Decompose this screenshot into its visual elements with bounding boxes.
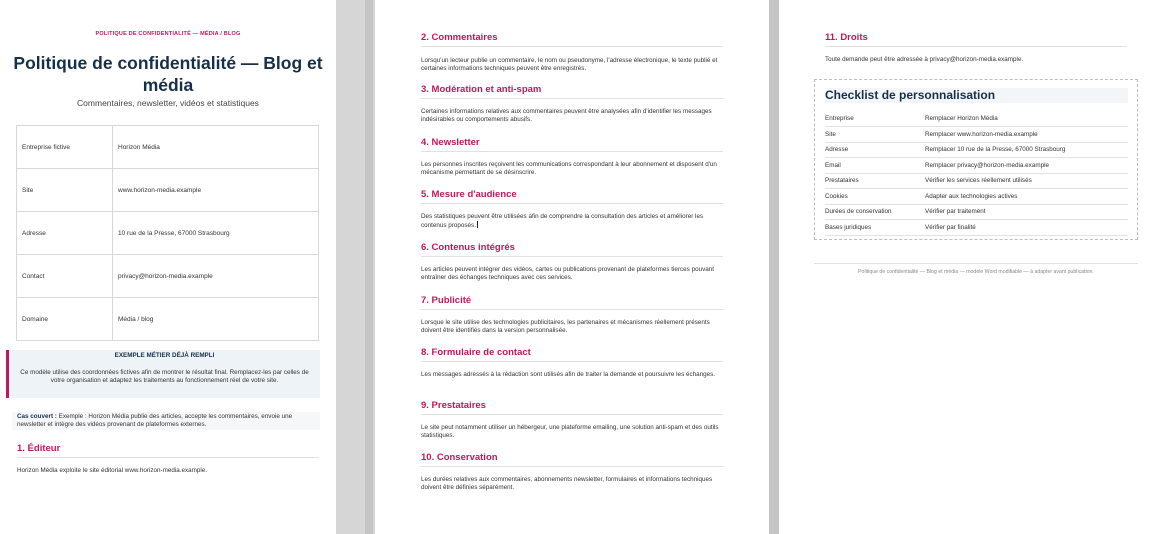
section-text[interactable]: Lorsque le site utilise des technologies publicitaires, les partenaires et mécanismes réellement présents doivent être identifiés dans la version personnalisée.	[421, 319, 710, 334]
page-footer: Politique de confidentialité — Blog et média — modèle Word modifiable — à adapter avant publication.	[814, 263, 1138, 275]
table-cell[interactable]: Adapter aux technologies actives	[925, 189, 1128, 205]
section-heading[interactable]: 4. Newsletter	[421, 137, 723, 152]
table-cell[interactable]: Email	[825, 158, 925, 174]
table-cell[interactable]: Média / blog	[113, 298, 319, 341]
document-page-3	[779, 0, 1167, 534]
table-cell[interactable]: www.horizon-media.example	[113, 169, 319, 212]
table-cell[interactable]: Bases juridiques	[825, 220, 925, 236]
table-cell[interactable]: Horizon Média	[113, 126, 319, 169]
company-info-table	[16, 125, 319, 341]
table-cell[interactable]: 10 rue de la Presse, 67000 Strasbourg	[113, 212, 319, 255]
table-cell[interactable]: Adresse	[17, 212, 113, 255]
table-cell[interactable]: Remplacer 10 rue de la Presse, 67000 Strasbourg	[925, 142, 1128, 158]
section-text[interactable]: Horizon Média exploite le site éditorial www.horizon-media.example.	[17, 467, 208, 474]
callout-title: EXEMPLE MÉTIER DÉJÀ REMPLI	[114, 352, 215, 359]
table-cell[interactable]: Remplacer privacy@horizon-media.example	[925, 158, 1128, 174]
table-cell[interactable]: Entreprise fictive	[17, 126, 113, 169]
section-heading[interactable]: 2. Commentaires	[421, 32, 723, 47]
table-row	[825, 204, 1128, 220]
section-heading[interactable]: 11. Droits	[825, 32, 1127, 47]
customization-checklist[interactable]	[814, 79, 1138, 240]
table-row	[825, 189, 1128, 205]
section-text[interactable]: Le site peut notamment utiliser un hébergeur, une plateforme emailing, une solution anti-spam et des outils statistiques.	[421, 424, 719, 439]
table-cell[interactable]: Entreprise	[825, 111, 925, 127]
running-header: POLITIQUE DE CONFIDENTIALITÉ — MÉDIA / BLOG	[95, 31, 241, 37]
example-callout[interactable]	[6, 350, 320, 398]
document-page-2	[375, 0, 769, 534]
document-page-1	[0, 0, 336, 534]
table-cell[interactable]: Cookies	[825, 189, 925, 205]
table-row	[17, 298, 319, 341]
table-row	[17, 169, 319, 212]
section-heading[interactable]: 3. Modération et anti-spam	[421, 84, 723, 99]
callout-text: Ce modèle utilise des coordonnées fictives afin de montrer le résultat final. Remplacez-les par celles de votre organisation et adaptez les traitements au fonctionnement réel de votre site.	[20, 369, 309, 384]
table-cell[interactable]: Vérifier par finalité	[925, 220, 1128, 236]
section-text-content: Des statistiques peuvent être utilisées afin de comprendre la consultation des articles et améliorer les contenus proposés.	[421, 213, 704, 229]
section-heading[interactable]: 9. Prestataires	[421, 400, 723, 415]
table-row	[825, 111, 1128, 127]
section-heading[interactable]: 6. Contenus intégrés	[421, 242, 723, 257]
section-text[interactable]: Lorsqu'un lecteur publie un commentaire, le nom ou pseudonyme, l'adresse électronique, le texte publié et certaines informations techniques peuvent être enregistrés.	[421, 57, 718, 72]
case-label: Cas couvert :	[17, 413, 57, 420]
page-gap	[365, 0, 373, 534]
text-cursor	[477, 221, 478, 228]
section-heading[interactable]: 7. Publicité	[421, 295, 723, 310]
table-row	[17, 126, 319, 169]
table-row	[17, 212, 319, 255]
page-gap	[769, 0, 779, 534]
section-heading[interactable]: 8. Formulaire de contact	[421, 347, 723, 362]
section-heading[interactable]: 5. Mesure d'audience	[421, 189, 723, 204]
table-cell[interactable]: Remplacer Horizon Média	[925, 111, 1128, 127]
table-row	[17, 255, 319, 298]
case-box[interactable]	[12, 412, 320, 430]
section-text[interactable]: Les personnes inscrites reçoivent les communications correspondant à leur abonnement et disposent d'un mécanisme permettant de se désinscrire.	[421, 161, 717, 176]
table-cell[interactable]: Adresse	[825, 142, 925, 158]
table-cell[interactable]: Domaine	[17, 298, 113, 341]
section-text[interactable]: Les articles peuvent intégrer des vidéos, cartes ou publications provenant de plateformes tierces pouvant entraîner des échanges techniques avec ces services.	[421, 266, 714, 281]
table-row	[825, 173, 1128, 189]
checklist-table	[825, 111, 1128, 236]
section-heading[interactable]: 10. Conservation	[421, 452, 723, 467]
table-row	[825, 127, 1128, 143]
table-row	[825, 142, 1128, 158]
table-cell[interactable]: Vérifier par traitement	[925, 204, 1128, 220]
document-subtitle[interactable]: Commentaires, newsletter, vidéos et statistiques	[77, 98, 259, 108]
section-text[interactable]: Les durées relatives aux commentaires, abonnements newsletter, formulaires et informations techniques doivent être définies séparément.	[421, 476, 713, 491]
section-text[interactable]: Les messages adressés à la rédaction sont utilisés afin de traiter la demande et poursuivre les échanges.	[421, 371, 716, 378]
table-row	[825, 158, 1128, 174]
table-cell[interactable]: privacy@horizon-media.example	[113, 255, 319, 298]
checklist-title: Checklist de personnalisation	[825, 88, 1128, 103]
section-text[interactable]: Toute demande peut être adressée à privacy@horizon-media.example.	[825, 56, 1024, 63]
document-title[interactable]: Politique de confidentialité — Blog et média	[13, 53, 323, 95]
table-cell[interactable]: Site	[825, 127, 925, 143]
table-row	[825, 220, 1128, 236]
table-cell[interactable]: Prestataires	[825, 173, 925, 189]
section-heading[interactable]: 1. Éditeur	[17, 443, 319, 458]
table-cell[interactable]: Site	[17, 169, 113, 212]
table-cell[interactable]: Durées de conservation	[825, 204, 925, 220]
case-text: Exemple : Horizon Média publie des articles, accepte les commentaires, envoie une newsletter et intègre des vidéos provenant de plateformes externes.	[17, 413, 293, 428]
section-text[interactable]: Certaines informations relatives aux commentaires peuvent être analysées afin d'identifier les messages indésirables ou comportements abusifs.	[421, 108, 712, 123]
table-cell[interactable]: Remplacer www.horizon-media.example	[925, 127, 1128, 143]
table-cell[interactable]: Vérifier les services réellement utilisés	[925, 173, 1128, 189]
table-cell[interactable]: Contact	[17, 255, 113, 298]
section-text[interactable]	[421, 213, 723, 230]
